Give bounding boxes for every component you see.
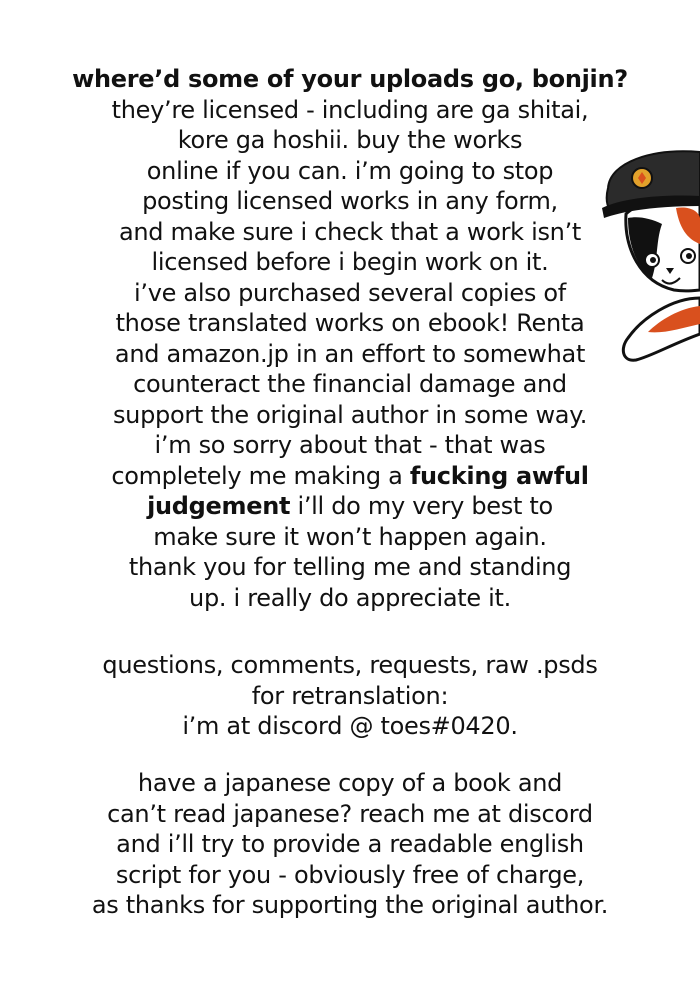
message-text: completely me making a — [111, 461, 410, 490]
message-line: counteract the financial damage and — [133, 370, 567, 398]
message-line: kore ga hoshii. buy the works — [177, 126, 523, 154]
message-line: posting licensed works in any form, — [142, 187, 558, 215]
message-line: and amazon.jp in an effort to somewhat — [114, 339, 586, 368]
message-line: up. i really do appreciate it. — [189, 583, 511, 612]
translation-offer — [40, 768, 660, 921]
contact-info — [40, 650, 660, 742]
message-line: licensed before i begin work on it. — [151, 248, 549, 276]
message-line: i’ve also purchased several copies of — [134, 278, 566, 307]
message-line: make sure it won’t happen again. — [153, 522, 547, 551]
contact-line: for retranslation: — [251, 681, 449, 710]
message-line: online if you can. i’m going to stop — [146, 156, 554, 185]
message-line: they’re licensed - including are ga shitai, — [111, 95, 589, 124]
message-heading: where’d some of your uploads go, bonjin? — [72, 65, 628, 93]
main-message — [40, 64, 660, 613]
message-line-mixed — [40, 491, 660, 522]
emphasis-text: judgement — [147, 492, 291, 520]
offer-line: as thanks for supporting the original author. — [91, 891, 609, 919]
offer-line: can’t read japanese? reach me at discord — [107, 799, 593, 828]
message-line: support the original author in some way. — [112, 400, 588, 429]
message-text: i’ll do my very best to — [290, 492, 553, 520]
offer-line: have a japanese copy of a book and — [137, 769, 563, 797]
contact-line: i’m at discord @ toes#0420. — [182, 712, 518, 740]
message-line: i’m so sorry about that - that was — [154, 431, 546, 459]
contact-line: questions, comments, requests, raw .psds — [102, 651, 598, 679]
offer-line: and i’ll try to provide a readable english — [116, 830, 584, 858]
emphasis-text: fucking awful — [409, 461, 589, 490]
message-line: and make sure i check that a work isn’t — [118, 217, 582, 246]
offer-line: script for you - obviously free of charge, — [115, 860, 585, 889]
cat-conductor-mascot-icon — [602, 148, 700, 388]
message-line: those translated works on ebook! Renta — [115, 309, 585, 337]
message-line: thank you for telling me and standing — [128, 553, 572, 581]
message-line-mixed — [40, 461, 660, 492]
